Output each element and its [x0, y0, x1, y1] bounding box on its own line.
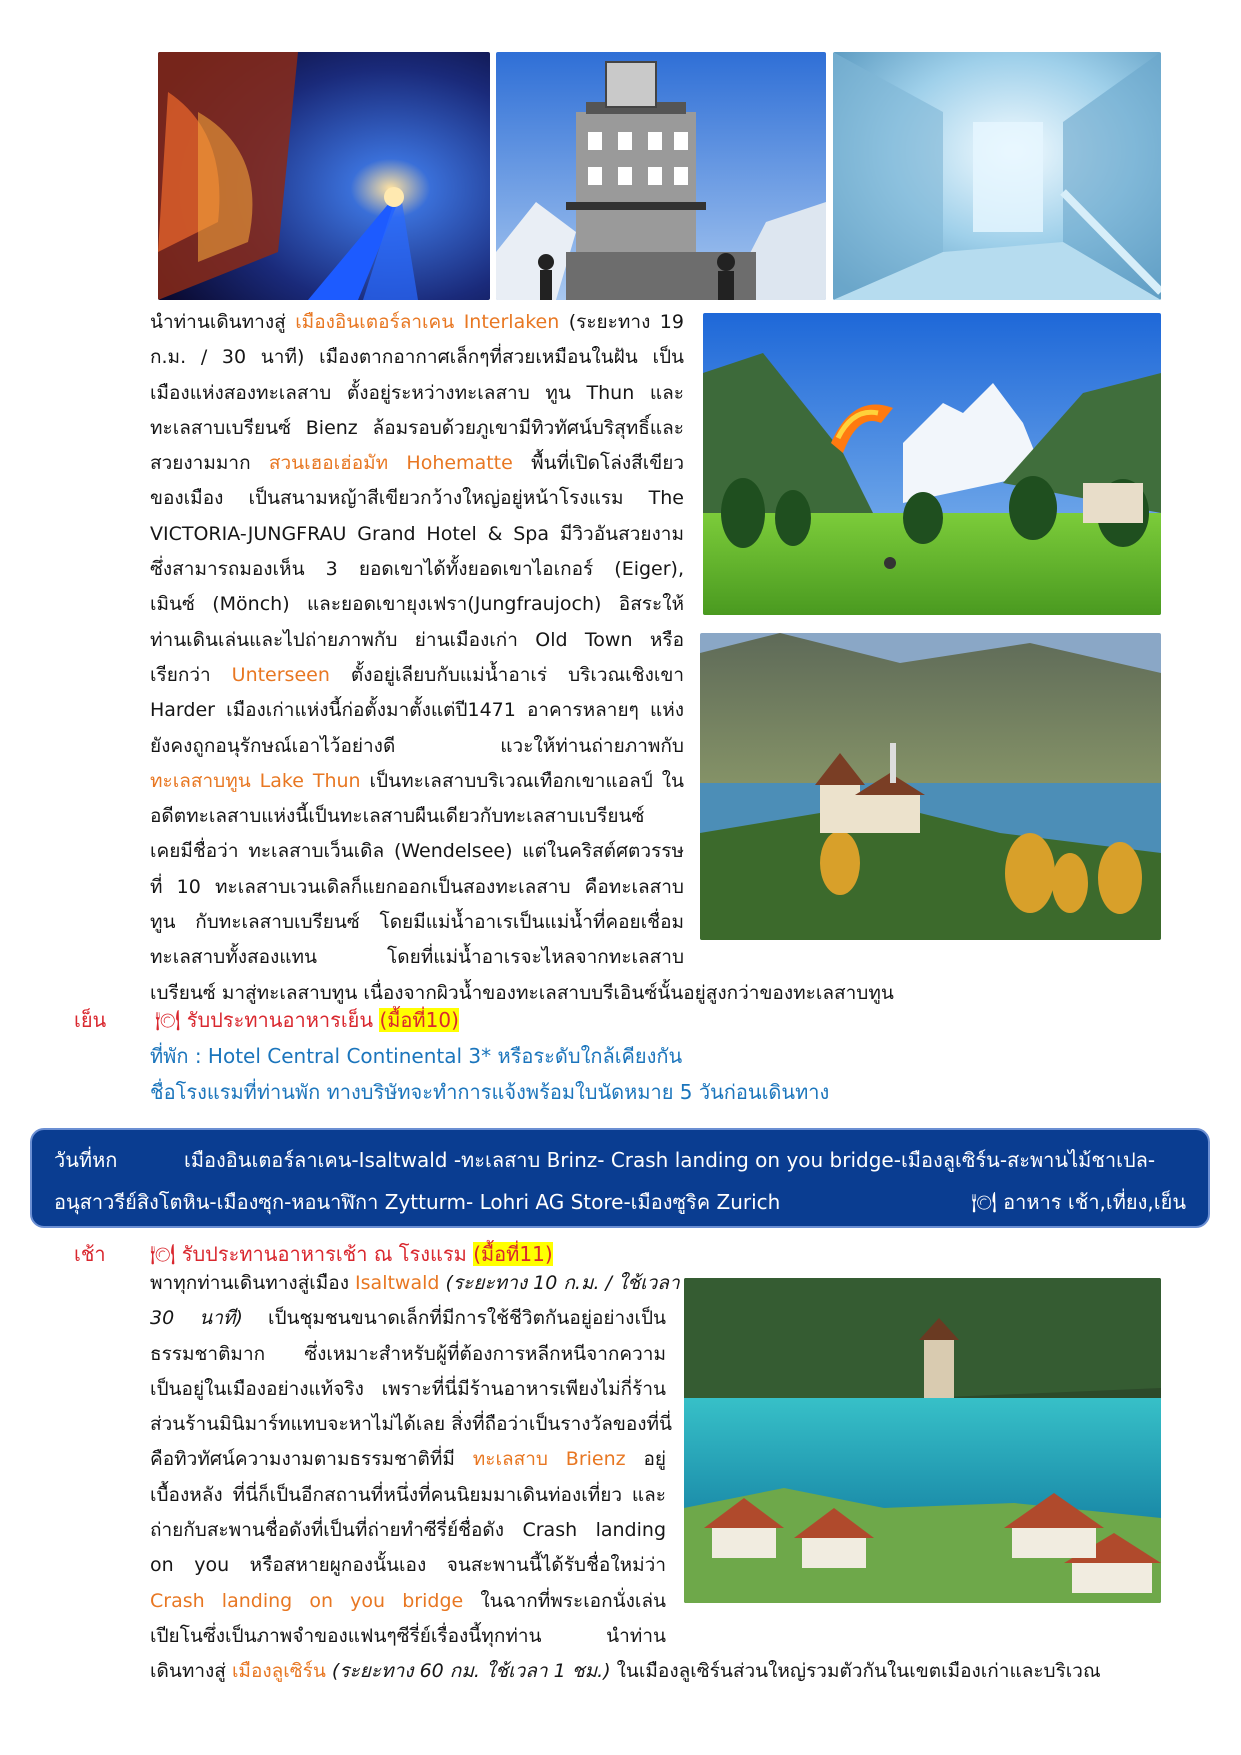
interlaken-line: [150, 870, 684, 905]
interlaken-line: [150, 729, 684, 764]
interlaken-line: [150, 764, 684, 799]
interlaken-line: [150, 905, 684, 940]
ice-palace-photo: [833, 52, 1161, 300]
day6-label: วันที่หก: [54, 1148, 118, 1172]
interlaken-text-segment: สวนเฮอเฮ่อมัท Hohematte: [268, 452, 513, 475]
interlaken-text-segment: ของเมือง เป็นสนามหญ้าสีเขียวกว้างใหญ่อยู่หน้าโรงแรม The: [150, 487, 684, 510]
interlaken-line: [150, 799, 684, 834]
iseltwald-text-segment: เป็นชุมชนขนาดเล็กที่มีการใช้ชีวิตกันอยู่อย่างเป็น: [242, 1307, 666, 1330]
iseltwald-text-segment: ธรรมชาติมาก ซึ่งเหมาะสำหรับผู้ที่ต้องการหลีกหนีจากความ: [150, 1342, 666, 1365]
iseltwald-text-segment: ในเมืองลูเซิร์นส่วนใหญ่รวมตัวกันในเขตเมืองเก่าและบริเวณ: [610, 1660, 1101, 1683]
hotel-name-line: ที่พัก : Hotel Central Continental 3* หรือระดับใกล้เคียงกัน: [150, 1044, 683, 1068]
day6-row1: [54, 1144, 1186, 1176]
interlaken-line: [150, 446, 684, 481]
iseltwald-line: [150, 1442, 666, 1477]
hotel-notice-line: ชื่อโรงแรมที่ท่านพัก ทางบริษัทจะทำการแจ้งพร้อมใบนัดหมาย 5 วันก่อนเดินทาง: [150, 1080, 830, 1104]
day6-route-part1: เมืองอินเตอร์ลาเคน-Isaltwald -ทะเลสาบ Brinz- Crash landing on you bridge-เมืองลูเซิร์น-สะพานไม้ชาเปล-: [184, 1148, 1156, 1172]
iseltwald-line: [150, 1266, 680, 1301]
iseltwald-line: [150, 1337, 666, 1372]
iseltwald-text-segment: เมืองลูเซิร์น: [231, 1660, 326, 1683]
iseltwald-text-segment: ส่วนร้านมินิมาร์ทแทบจะหาไม่ได้เลย สิ่งที่ถือว่าเป็นรางวัลของที่นี่: [150, 1413, 673, 1436]
interlaken-line: [150, 411, 684, 446]
interlaken-line: [150, 305, 684, 340]
iseltwald-text-segment: (ระยะทาง 10 ก.ม. / ใช้เวลา: [439, 1272, 680, 1294]
interlaken-line: [150, 587, 684, 622]
interlaken-text-segment: ทะเลสาบทูน Lake Thun: [150, 769, 361, 792]
interlaken-text-segment: ยังคงถูกอนุรักษณ์เอาไว้อย่างดี แวะให้ท่านถ่ายภาพกับ: [150, 734, 684, 757]
interlaken-line: [150, 658, 684, 693]
interlaken-line: [150, 552, 684, 587]
breakfast-meal-text: รับประทานอาหารเช้า ณ โรงแรม: [175, 1242, 474, 1266]
iseltwald-text-segment: ถ่ายกับสะพานชื่อดังที่เป็นที่ถ่ายทำซีรี่ย์ชื่อดัง Crash landing: [150, 1519, 666, 1542]
interlaken-text-segment: เป็นทะเลสาบบริเวณเทือกเขาแอลป์ ใน: [360, 769, 684, 792]
interlaken-text-segment: ทูน กับทะเลสาบเบรียนซ์ โดยมีแม่น้ำอาเรเป็นแม่น้ำที่คอยเชื่อม: [150, 911, 684, 934]
interlaken-line: [150, 623, 684, 658]
iseltwald-text-segment: เบื้องหลัง ที่นี่ก็เป็นอีกสถานที่หนึ่งที่คนนิยมมาเดินท่องเที่ยว และ: [150, 1483, 666, 1506]
iseltwald-text-segment: พาทุกท่านเดินทางสู่เมือง: [150, 1272, 356, 1294]
iseltwald-text-segment: Crash landing on you bridge: [150, 1589, 464, 1612]
iseltwald-text-segment: (ระยะทาง 60 กม. ใช้เวลา 1 ชม.): [331, 1660, 611, 1683]
interlaken-text-segment: เบรียนซ์ มาสู่ทะเลสาบทูน เนื่องจากผิวน้ำของทะเลสาบบรีเอินซ์นั้นอยู่สูงกว่าของทะเลสาบทูน: [150, 981, 894, 1004]
dinner-time-label: เย็น: [74, 1008, 107, 1032]
interlaken-text-segment: เคยมีชื่อว่า ทะเลสาบเว็นเดิล (Wendelsee) แต่ในคริสต์ศตวรรษ: [150, 840, 684, 863]
day6-meals: 🍽 อาหาร เช้า,เที่ยง,เย็น: [971, 1190, 1186, 1214]
interlaken-text-segment: ก.ม. / 30 นาที) เมืองตากอากาศเล็กๆที่สวยเหมือนในฝัน เป็น: [150, 346, 684, 369]
breakfast-meal-icon: 🍽: [150, 1242, 176, 1266]
interlaken-text-segment: (ระยะทาง 19: [559, 311, 684, 333]
interlaken-text-segment: พื้นที่เปิดโล่งสีเขียว: [512, 452, 685, 475]
interlaken-line: [150, 693, 684, 728]
dinner-meal-line: [155, 1004, 459, 1036]
iseltwald-text-segment: on you หรือสหายผูกองนั้นเอง จนสะพานนี้ได้รับชื่อใหม่ว่า: [150, 1554, 666, 1577]
day6-row2: [54, 1186, 1186, 1218]
interlaken-text-segment: เมืองแห่งสองทะเลสาบ ตั้งอยู่ระหว่างทะเลสาบ ทูน Thun และ: [150, 381, 684, 404]
lake-thun-castle-photo: [700, 633, 1161, 940]
iseltwald-text-segment: Isaltwald: [355, 1272, 440, 1294]
iseltwald-text-segment: 30 นาที): [150, 1307, 243, 1330]
sphinx-observatory-photo: [496, 52, 826, 300]
interlaken-text-segment: เมินซ์ (Mönch) และยอดเขายุงเฟรา(Jungfraujoch) อิสระให้: [150, 593, 684, 616]
interlaken-text-segment: ทะเลสาบเบรียนซ์ Bienz ล้อมรอบด้วยภูเขามีทิวทัศน์บริสุทธิ์และ: [150, 416, 684, 439]
interlaken-text-segment: Unterseen: [231, 663, 330, 686]
interlaken-text-segment: เมืองอินเตอร์ลาเคน Interlaken: [295, 311, 560, 333]
interlaken-line: [150, 340, 684, 375]
iseltwald-text-segment: ทะเลสาบ Brienz: [472, 1448, 626, 1471]
interlaken-text-segment: Harder เมืองเก่าแห่งนี้ก่อตั้งมาตั้งแต่ปี1471 อาคารหลายๆ แห่ง: [150, 699, 684, 722]
iseltwald-text-segment: เป็นอยู่ในเมืองอย่างแท้จริง เพราะที่นี่มีร้านอาหารเพียงไม่กี่ร้าน: [150, 1377, 666, 1400]
interlaken-text-segment: นำท่านเดินทางสู่: [150, 311, 296, 333]
interlaken-line: [150, 481, 684, 516]
interlaken-line: [150, 376, 684, 411]
dinner-meal-text: รับประทานอาหารเย็น: [180, 1008, 380, 1032]
iseltwald-line: [150, 1407, 673, 1442]
iseltwald-text-segment: คือทิวทัศน์ความงามตามธรรมชาติที่มี: [150, 1448, 473, 1471]
interlaken-text-segment: ซึ่งสามารถมองเห็น 3 ยอดเขาได้ทั้งยอดเขาไอเกอร์ (Eiger),: [150, 558, 684, 581]
interlaken-text-segment: เรียกว่า: [150, 663, 232, 686]
dinner-meal-icon: 🍽: [155, 1008, 181, 1032]
interlaken-text-segment: ท่านเดินเล่นและไปถ่ายภาพกับ ย่านเมืองเก่า Old Town หรือ: [150, 628, 684, 651]
iseltwald-line: [150, 1301, 666, 1336]
iseltwald-line: [150, 1619, 666, 1654]
iseltwald-text-segment: อยู่: [625, 1448, 666, 1471]
interlaken-line: [150, 940, 684, 975]
illuminated-tunnel-photo: [158, 52, 490, 300]
dinner-meal-number: (มื้อที่10): [379, 1008, 459, 1032]
iseltwald-lake-brienz-photo: [684, 1278, 1161, 1603]
breakfast-meal-number: (มื้อที่11): [473, 1242, 553, 1266]
iseltwald-line: [150, 1584, 666, 1619]
paraglider-hohematte-photo: [703, 313, 1161, 615]
interlaken-text-segment: อดีตทะเลสาบแห่งนี้เป็นทะเลสาบผืนเดียวกับทะเลสาบเบรียนซ์: [150, 805, 645, 828]
iseltwald-text-segment: ในฉากที่พระเอกนั่งเล่น: [463, 1589, 666, 1612]
interlaken-text-segment: ทะเลสาบทั้งสองแทน โดยที่แม่น้ำอาเรจะไหลจากทะเลสาบ: [150, 946, 684, 969]
interlaken-line: [150, 834, 684, 869]
iseltwald-line: [150, 1513, 666, 1548]
iseltwald-paragraph: [150, 1266, 1101, 1690]
iseltwald-line: [150, 1372, 666, 1407]
interlaken-text-segment: สวยงามมาก: [150, 452, 269, 475]
iseltwald-text-segment: เดินทางสู่: [150, 1660, 232, 1683]
iseltwald-text-segment: เปียโนซึ่งเป็นภาพจำของแฟนๆซีรี่ย์เรื่องนี้ทุกท่าน นำท่าน: [150, 1624, 666, 1647]
interlaken-paragraph: [150, 305, 894, 1011]
iseltwald-line: [150, 1478, 666, 1513]
iseltwald-line: [150, 1654, 1101, 1689]
interlaken-line: [150, 517, 684, 552]
interlaken-text-segment: VICTORIA-JUNGFRAU Grand Hotel & Spa มีวิวอันสวยงาม: [150, 522, 684, 545]
breakfast-time-label: เช้า: [74, 1242, 106, 1266]
day6-route-part2: อนุสาวรีย์สิงโตหิน-เมืองซุก-หอนาฬิกา Zytturm- Lohri AG Store-เมืองซูริค Zurich: [54, 1190, 781, 1214]
iseltwald-line: [150, 1548, 666, 1583]
interlaken-text-segment: ตั้งอยู่เลียบกับแม่น้ำอาเร่ บริเวณเชิงเขา: [329, 663, 684, 686]
interlaken-text-segment: ที่ 10 ทะเลสาบเวนเดิลก็แยกออกเป็นสองทะเลสาบ คือทะเลสาบ: [150, 875, 684, 898]
day6-banner: [30, 1128, 1210, 1228]
